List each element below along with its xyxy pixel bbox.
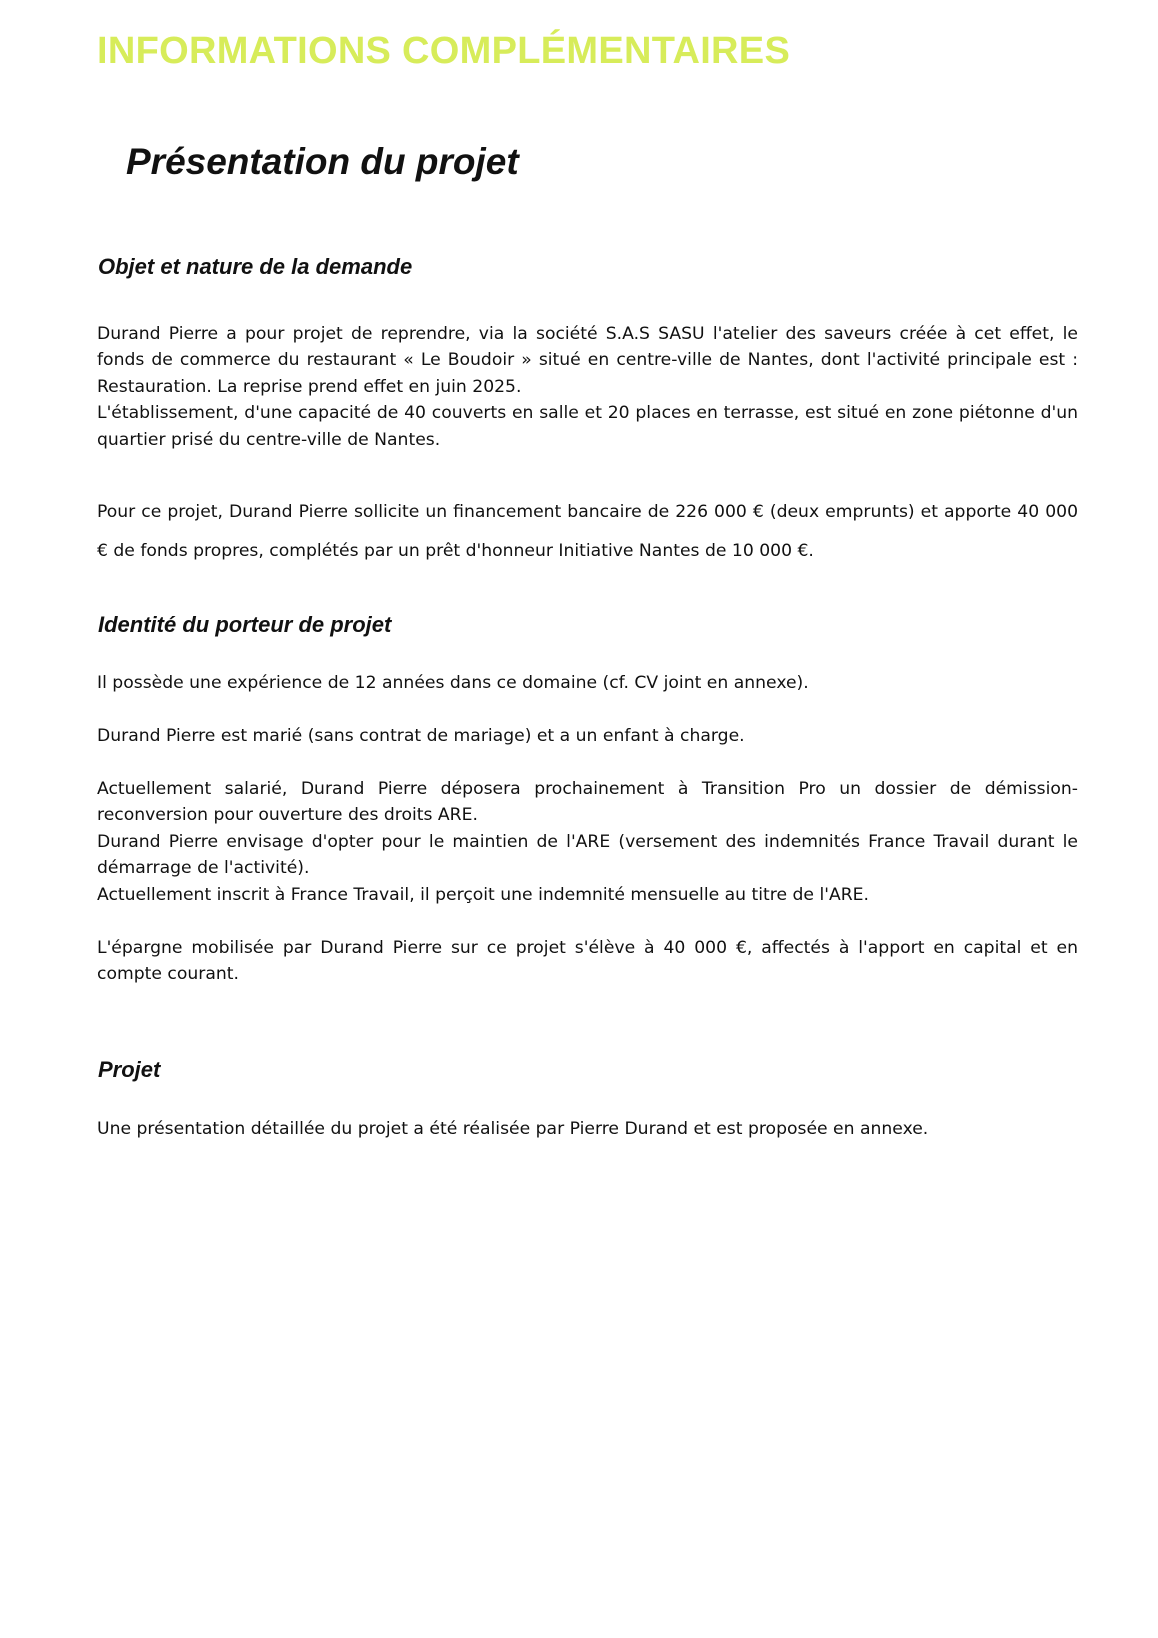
identite-paragraph-experience: Il possède une expérience de 12 années dans ce domaine (cf. CV joint en annexe). (97, 673, 809, 693)
identite-paragraph-famille: Durand Pierre est marié (sans contrat de mariage) et a un enfant à charge. (97, 726, 745, 746)
objet-text-1: Durand Pierre a pour projet de reprendre, via la société S.A.S SASU l'atelier des saveurs créée à cet effet, le fonds de commerce du restaurant « Le Boudoir » situé en centre-ville de Nantes, dont l'activité principale est : Restauration. La reprise prend effet en juin 2025. (97, 324, 1078, 397)
header-title: INFORMATIONS COMPLÉMENTAIRES (97, 30, 791, 72)
identite-paragraph-situation (97, 776, 1078, 908)
identite-text-salarie: Actuellement salarié, Durand Pierre déposera prochainement à Transition Pro un dossier de démission-reconversion pour ouverture des droits ARE. (97, 779, 1078, 826)
objet-paragraph-2: Pour ce projet, Durand Pierre sollicite un financement bancaire de 226 000 € (deux emprunts) et apporte 40 000 € de fonds propres, complétés par un prêt d'honneur Initiative Nantes de 10 000 €. (97, 502, 1078, 561)
section-heading-objet: Objet et nature de la demande (98, 254, 413, 279)
identite-paragraph-epargne: L'épargne mobilisée par Durand Pierre sur ce projet s'élève à 40 000 €, affectés à l'apport en capital et en compte courant. (97, 938, 1078, 985)
document-title: Présentation du projet (126, 141, 519, 182)
section-heading-projet: Projet (98, 1057, 161, 1082)
objet-text-2: L'établissement, d'une capacité de 40 couverts en salle et 20 places en terrasse, est situé en zone piétonne d'un quartier prisé du centre-ville de Nantes. (97, 403, 1078, 450)
objet-paragraph-1 (97, 321, 1078, 453)
identite-text-are: Durand Pierre envisage d'opter pour le maintien de l'ARE (versement des indemnités France Travail durant le démarrage de l'activité). (97, 831, 1078, 879)
section-heading-identite: Identité du porteur de projet (98, 612, 392, 637)
projet-paragraph: Une présentation détaillée du projet a été réalisée par Pierre Durand et est proposée en annexe. (97, 1119, 929, 1139)
identite-text-inscrit: Actuellement inscrit à France Travail, il perçoit une indemnité mensuelle au titre de l'ARE. (97, 884, 869, 905)
